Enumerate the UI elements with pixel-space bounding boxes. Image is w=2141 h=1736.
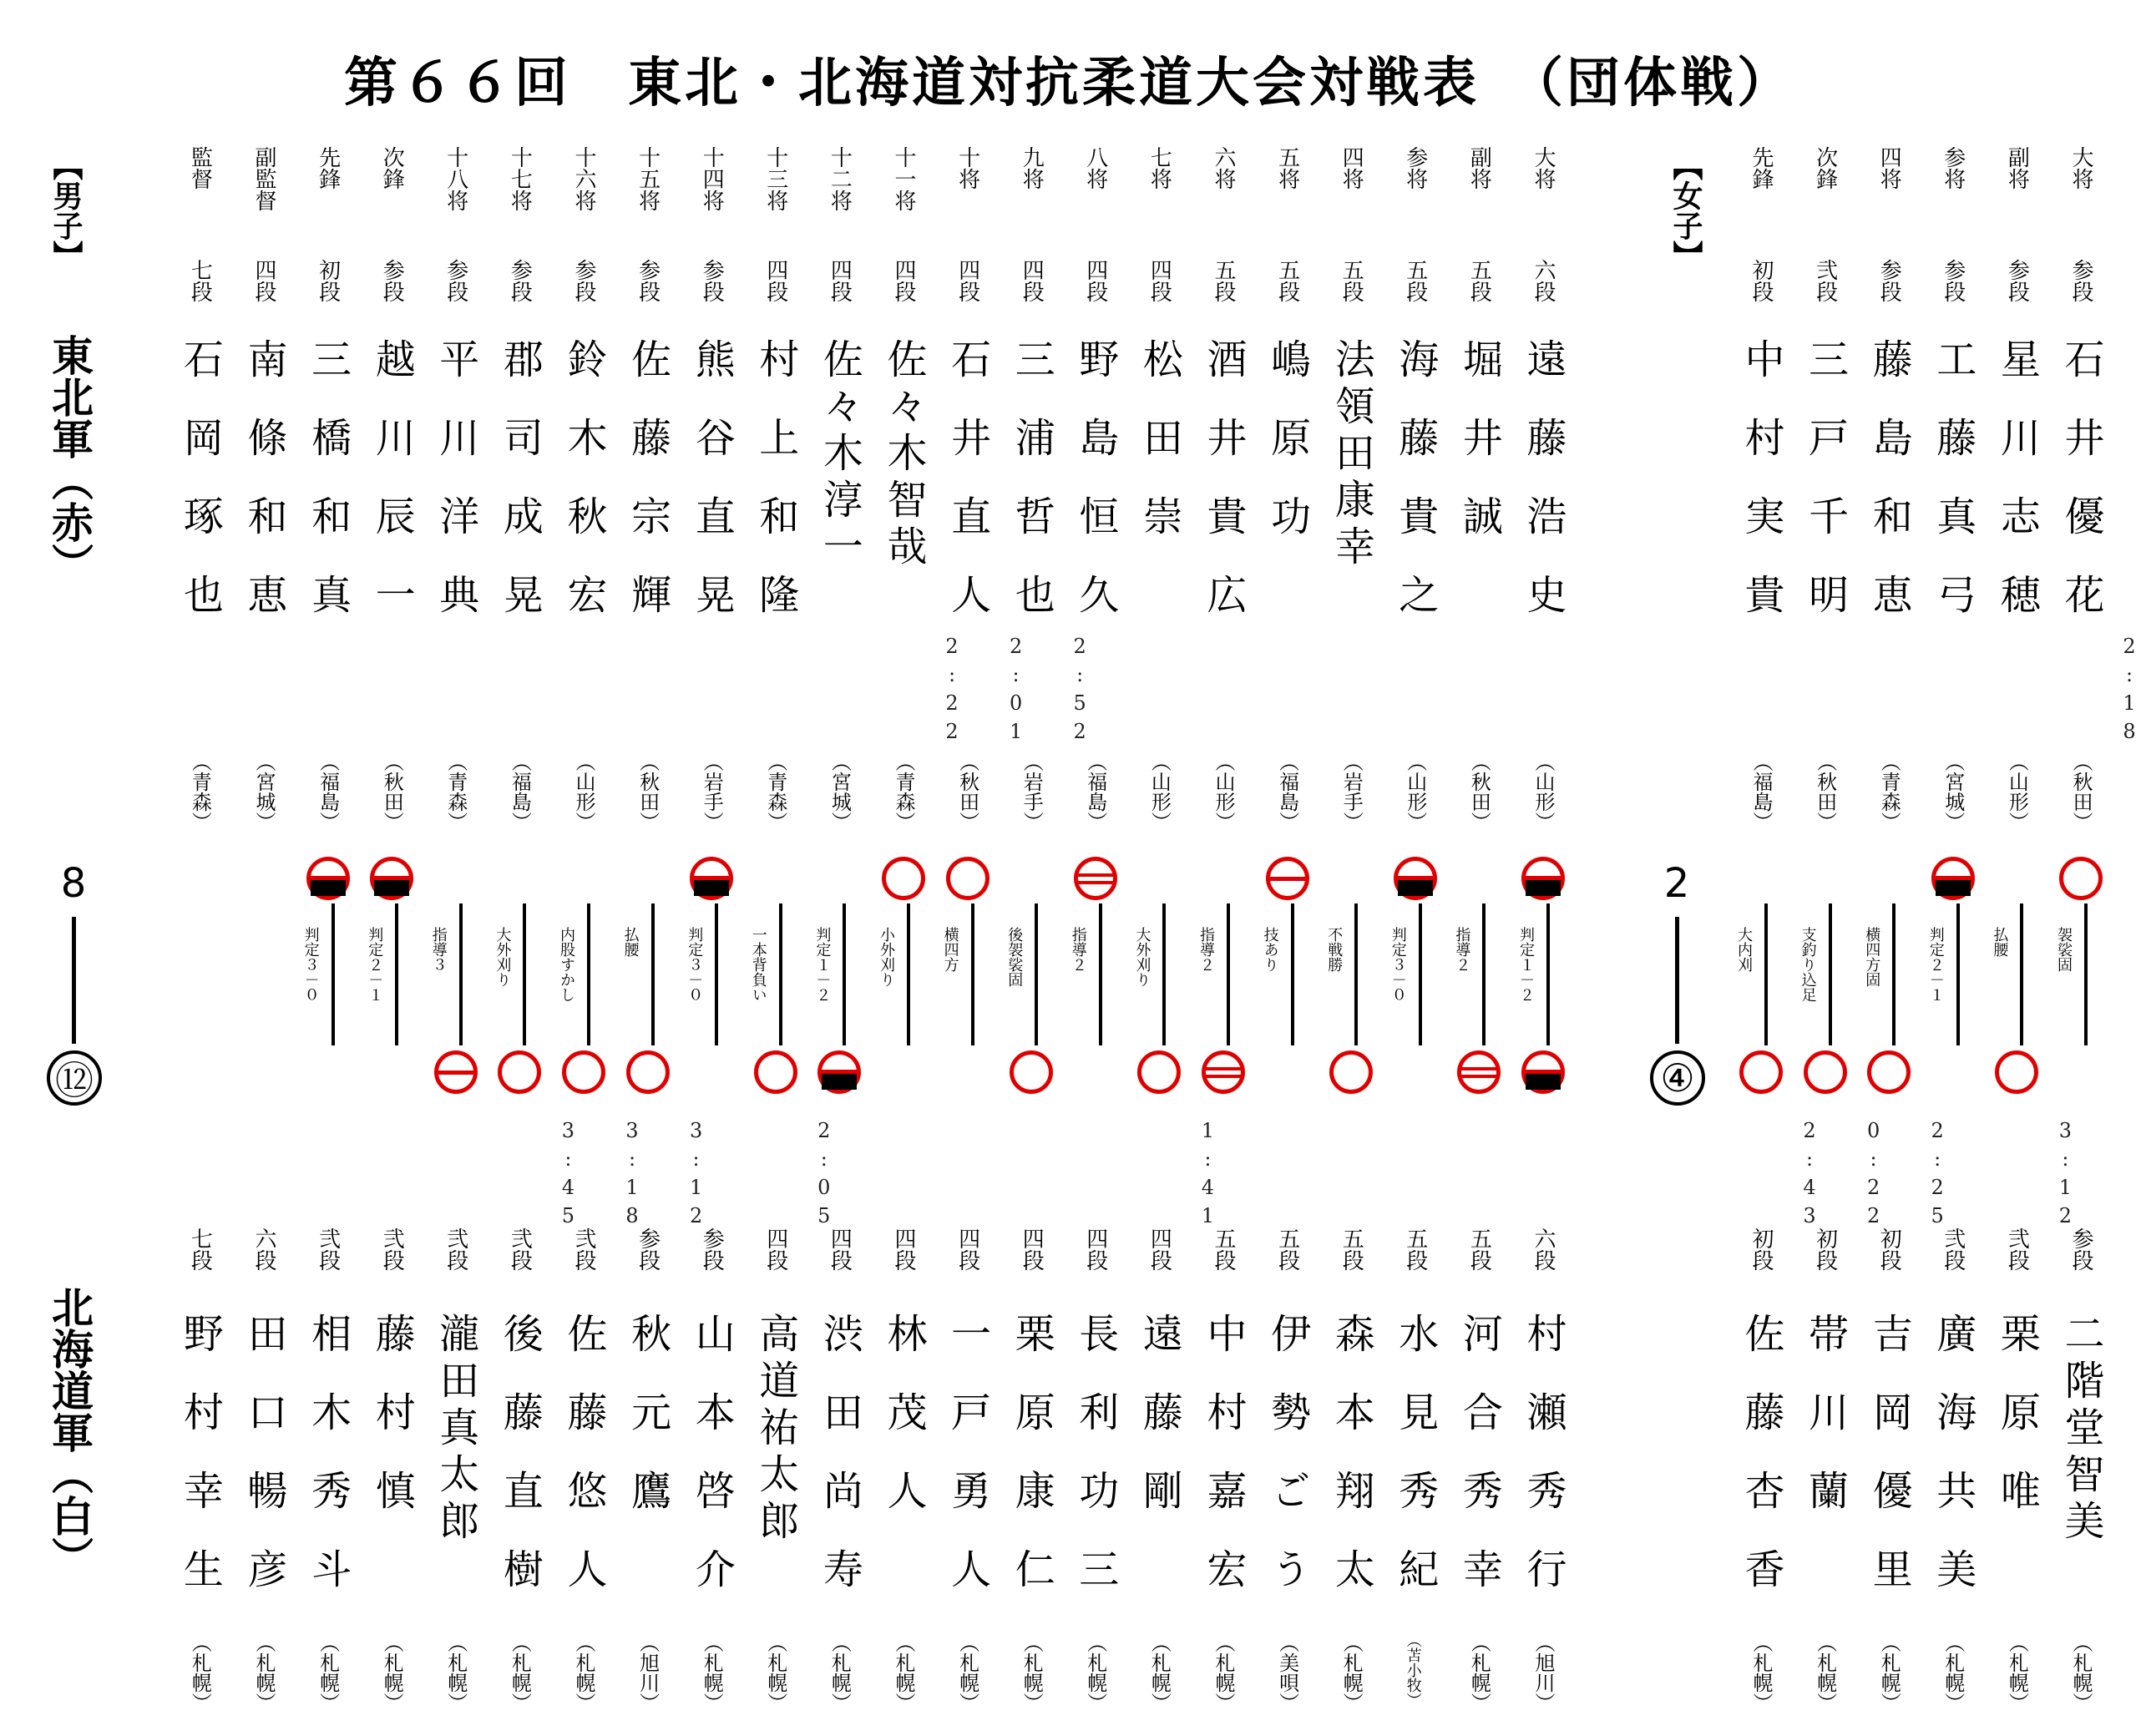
west-result-mark	[1804, 1050, 1847, 1094]
west-name: 藤村慎	[368, 1313, 416, 1548]
east-rank: 五段	[1402, 259, 1428, 302]
west-result-mark	[1010, 1050, 1053, 1094]
east-name: 平川洋典	[432, 338, 479, 652]
technique-label: 指導２	[1069, 927, 1087, 972]
position-label: 八将	[1082, 146, 1108, 190]
west-result-mark	[754, 1050, 797, 1094]
east-prefecture: （山形）	[1531, 752, 1555, 832]
position-label: 十八将	[443, 146, 468, 211]
west-result-mark	[1329, 1050, 1373, 1094]
technique-label: 大外刈り	[493, 927, 512, 987]
bout-line	[651, 903, 655, 1045]
west-rank: 弐段	[1940, 1227, 1966, 1271]
east-name: 石井直人	[944, 338, 991, 652]
technique-label: 後袈裟固	[1005, 927, 1024, 987]
men-score-west: ⑫	[47, 1050, 102, 1106]
east-name: 堀井誠	[1455, 338, 1503, 574]
east-rank: 四段	[1146, 259, 1172, 302]
west-time: 3:18	[620, 1119, 644, 1232]
west-prefecture: （旭川）	[635, 1632, 660, 1713]
west-prefecture: （札幌）	[252, 1632, 276, 1713]
east-result-mark	[1074, 857, 1117, 900]
east-result-mark	[882, 857, 925, 900]
west-name: 遠藤剛	[1136, 1313, 1183, 1548]
bout-line	[1892, 903, 1896, 1045]
east-name: 石井優花	[2057, 338, 2104, 652]
technique-label: 大外刈り	[1133, 927, 1151, 987]
east-result-mark	[1266, 857, 1309, 900]
east-name: 海藤貴之	[1391, 338, 1439, 652]
east-time: 2:18	[2118, 635, 2141, 748]
east-name: 佐々木智哉	[880, 338, 927, 572]
east-prefecture: （山形）	[1212, 752, 1235, 832]
west-prefecture: （札幌）	[1813, 1632, 1837, 1713]
east-name: 三浦哲也	[1008, 338, 1055, 652]
east-rank: 参段	[635, 259, 661, 302]
west-prefecture: （札幌）	[316, 1632, 340, 1713]
east-rank: 弐段	[1812, 259, 1838, 302]
bout-line	[843, 903, 846, 1045]
west-result-mark	[1137, 1050, 1181, 1094]
west-name: 水見秀紀	[1391, 1313, 1439, 1627]
women-score-east: 2	[1663, 860, 1690, 907]
east-prefecture: （福島）	[508, 752, 532, 832]
east-rank: 四段	[251, 259, 276, 302]
west-rank: 参段	[2068, 1227, 2093, 1271]
west-prefecture: （札幌）	[380, 1632, 404, 1713]
east-name: 法領田康幸	[1328, 338, 1375, 572]
east-name: 工藤真弓	[1929, 338, 1977, 652]
east-prefecture: （青森）	[1877, 752, 1901, 832]
east-prefecture: （秋田）	[955, 752, 979, 832]
west-name: 森本翔太	[1328, 1313, 1375, 1627]
west-time: 2:25	[1926, 1119, 1950, 1232]
bout-line	[2020, 903, 2023, 1045]
east-prefecture: （青森）	[892, 752, 915, 832]
west-name: 野村幸生	[176, 1313, 224, 1627]
west-time: 1:41	[1196, 1119, 1220, 1232]
position-label: 大将	[2068, 146, 2093, 190]
technique-label: 払腰	[1991, 927, 2009, 957]
bout-line	[1829, 903, 1832, 1045]
west-team-label: 北海道軍（白）	[45, 1286, 94, 1578]
position-label: 十三将	[762, 146, 788, 211]
east-time: 2:52	[1068, 635, 1092, 748]
east-prefecture: （秋田）	[1813, 752, 1837, 832]
west-rank: 四段	[954, 1227, 980, 1271]
bout-line	[1227, 903, 1230, 1045]
east-rank: 四段	[1019, 259, 1045, 302]
technique-label: 指導２	[1197, 927, 1215, 972]
west-name: 相木秀斗	[304, 1313, 352, 1627]
men-section-label: 【男子】	[48, 150, 83, 271]
west-name: 高道祐太郎	[752, 1313, 799, 1546]
west-prefecture: （札幌）	[828, 1632, 852, 1713]
east-prefecture: （秋田）	[635, 752, 660, 832]
position-label: 次鋒	[1812, 146, 1838, 190]
east-prefecture: （秋田）	[2069, 752, 2093, 832]
bout-line	[2084, 903, 2088, 1045]
bout-line	[1482, 903, 1486, 1045]
technique-label: 判定１－２	[813, 927, 832, 1002]
east-rank: 七段	[187, 259, 213, 302]
west-prefecture: （札幌）	[1339, 1632, 1364, 1713]
position-label: 参将	[1940, 146, 1966, 190]
bout-line	[1354, 903, 1358, 1045]
east-prefecture: （山形）	[1403, 752, 1427, 832]
position-label: 先鋒	[1749, 146, 1774, 190]
east-rank: 参段	[699, 259, 725, 302]
east-prefecture: （宮城）	[252, 752, 276, 832]
west-prefecture: （札幌）	[443, 1632, 468, 1713]
west-time: 2:05	[812, 1119, 836, 1232]
west-rank: 四段	[891, 1227, 916, 1271]
west-name: 後藤直樹	[496, 1313, 544, 1627]
west-prefecture: （札幌）	[1941, 1632, 1965, 1713]
west-result-mark	[1739, 1050, 1783, 1094]
west-name: 山本啓介	[688, 1313, 736, 1627]
technique-label: 払腰	[621, 927, 640, 957]
west-result-mark	[626, 1050, 670, 1094]
bout-line	[1099, 903, 1102, 1045]
east-rank: 四段	[1082, 259, 1108, 302]
west-rank: 参段	[699, 1227, 725, 1271]
position-label: 十四将	[699, 146, 725, 211]
west-rank: 弐段	[507, 1227, 533, 1271]
west-name: 佐藤悠人	[560, 1313, 607, 1627]
west-time: 3:45	[556, 1119, 580, 1232]
west-prefecture: （札幌）	[700, 1632, 724, 1713]
west-prefecture: （札幌）	[1877, 1632, 1901, 1713]
east-name: 三戸千明	[1801, 338, 1849, 652]
bout-line	[715, 903, 718, 1045]
east-name: 石岡琢也	[176, 338, 224, 652]
east-prefecture: （青森）	[188, 752, 212, 832]
east-rank: 参段	[571, 259, 596, 302]
west-prefecture: （札幌）	[1020, 1632, 1044, 1713]
position-label: 十将	[954, 146, 980, 190]
position-label: 副将	[2004, 146, 2030, 190]
page-title: 第６６回 東北・北海道対抗柔道大会対戦表 （団体戦）	[344, 53, 1794, 114]
west-rank: 初段	[1812, 1227, 1838, 1271]
east-rank: 参段	[1940, 259, 1966, 302]
west-rank: 四段	[1146, 1227, 1172, 1271]
bout-line	[587, 903, 590, 1045]
west-rank: 六段	[251, 1227, 276, 1271]
bout-line	[1419, 903, 1422, 1045]
east-prefecture: （山形）	[572, 752, 595, 832]
east-name: 佐々木淳一	[816, 338, 863, 572]
east-name: 藤島和恵	[1865, 338, 1913, 652]
west-prefecture: （旭川）	[1531, 1632, 1555, 1713]
west-prefecture: （札幌）	[955, 1632, 979, 1713]
women-section-label: 【女子】	[1668, 150, 1703, 271]
technique-label: 技あり	[1261, 927, 1279, 972]
bout-line	[1546, 903, 1550, 1045]
position-label: 九将	[1019, 146, 1045, 190]
bout-line	[332, 903, 335, 1045]
west-prefecture: （札幌）	[508, 1632, 532, 1713]
east-prefecture: （福島）	[1083, 752, 1107, 832]
east-name: 星川志穂	[1993, 338, 2041, 652]
east-result-mark	[1931, 857, 1975, 900]
east-result-mark	[946, 857, 990, 900]
east-name: 松田崇	[1136, 338, 1183, 574]
west-name: 吉岡優里	[1865, 1313, 1913, 1627]
east-rank: 参段	[2004, 259, 2030, 302]
position-label: 次鋒	[379, 146, 405, 190]
men-score-bar	[72, 917, 76, 1044]
east-prefecture: （宮城）	[828, 752, 852, 832]
west-time: 0:22	[1861, 1119, 1885, 1232]
west-rank: 初段	[1876, 1227, 1902, 1271]
position-label: 六将	[1211, 146, 1236, 190]
west-rank: 五段	[1274, 1227, 1300, 1271]
east-team-label: 東北軍（赤）	[45, 334, 94, 585]
east-prefecture: （秋田）	[1467, 752, 1491, 832]
west-rank: 弐段	[571, 1227, 596, 1271]
east-prefecture: （岩手）	[1339, 752, 1364, 832]
west-prefecture: （札幌）	[188, 1632, 212, 1713]
east-name: 中村実貴	[1738, 338, 1784, 652]
east-prefecture: （宮城）	[1941, 752, 1965, 832]
west-rank: 七段	[187, 1227, 213, 1271]
east-rank: 参段	[443, 259, 468, 302]
west-name: 帯川蘭	[1801, 1313, 1849, 1548]
men-score-east: 8	[60, 860, 87, 907]
bout-line	[1035, 903, 1038, 1045]
east-rank: 初段	[315, 259, 341, 302]
west-name: 村瀬秀行	[1520, 1313, 1567, 1627]
west-name: 秋元鷹	[624, 1313, 671, 1548]
technique-label: 指導３	[429, 927, 448, 972]
east-name: 越川辰一	[368, 338, 416, 652]
east-name: 野島恒久	[1071, 338, 1119, 652]
technique-label: 横四方固	[1863, 927, 1881, 987]
west-time: 2:43	[1798, 1119, 1821, 1232]
east-time: 2:01	[1004, 635, 1028, 748]
east-rank: 四段	[827, 259, 853, 302]
east-name: 遠藤浩史	[1520, 338, 1567, 652]
west-name: 田口暢彦	[240, 1313, 287, 1627]
west-rank: 弐段	[443, 1227, 468, 1271]
west-name: 渋田尚寿	[816, 1313, 863, 1627]
west-rank: 弐段	[315, 1227, 341, 1271]
west-result-mark	[817, 1050, 861, 1094]
east-name: 村上和隆	[752, 338, 799, 652]
east-prefecture: （福島）	[1275, 752, 1299, 832]
west-name: 栗原唯	[1993, 1313, 2041, 1548]
west-rank: 四段	[762, 1227, 788, 1271]
west-name: 林茂人	[880, 1313, 927, 1548]
west-result-mark	[1457, 1050, 1501, 1094]
east-rank: 参段	[507, 259, 533, 302]
bout-line	[779, 903, 782, 1045]
position-label: 五将	[1274, 146, 1300, 190]
west-result-mark	[434, 1050, 478, 1094]
east-rank: 六段	[1531, 259, 1556, 302]
technique-label: 指導２	[1453, 927, 1471, 972]
women-score-west: ④	[1650, 1050, 1705, 1106]
west-prefecture: （美唄）	[1275, 1632, 1299, 1713]
west-prefecture: （札幌）	[572, 1632, 595, 1713]
west-name: 二階堂智美	[2057, 1313, 2104, 1546]
west-rank: 初段	[1749, 1227, 1774, 1271]
bout-line	[459, 903, 463, 1045]
technique-label: 判定３－０	[301, 927, 320, 1002]
east-rank: 四段	[762, 259, 788, 302]
position-label: 副将	[1466, 146, 1492, 190]
west-name: 長利功三	[1071, 1313, 1119, 1627]
east-name: 嶋原功	[1263, 338, 1311, 574]
technique-label: 判定２－１	[1926, 927, 1945, 1002]
east-name: 郡司成晃	[496, 338, 544, 652]
technique-label: 小外刈り	[878, 927, 895, 987]
west-time: 3:12	[684, 1119, 708, 1232]
east-result-mark	[306, 857, 350, 900]
west-rank: 四段	[1019, 1227, 1045, 1271]
bout-line	[1956, 903, 1960, 1045]
west-rank: 五段	[1339, 1227, 1364, 1271]
east-rank: 四段	[954, 259, 980, 302]
east-rank: 五段	[1211, 259, 1236, 302]
west-result-mark	[562, 1050, 605, 1094]
east-rank: 五段	[1466, 259, 1492, 302]
west-rank: 弐段	[379, 1227, 405, 1271]
position-label: 十六将	[571, 146, 596, 211]
east-result-mark	[370, 857, 413, 900]
east-prefecture: （山形）	[1147, 752, 1172, 832]
west-prefecture: （札幌）	[2069, 1632, 2093, 1713]
technique-label: 判定２－１	[366, 927, 384, 1002]
west-rank: 四段	[827, 1227, 853, 1271]
east-prefecture: （青森）	[443, 752, 468, 832]
position-label: 十七将	[507, 146, 533, 211]
west-result-mark	[1867, 1050, 1911, 1094]
west-prefecture: （札幌）	[763, 1632, 787, 1713]
west-name: 中村嘉宏	[1200, 1313, 1247, 1627]
east-prefecture: （秋田）	[380, 752, 404, 832]
east-result-mark	[1521, 857, 1565, 900]
east-rank: 四段	[891, 259, 916, 302]
east-rank: 参段	[2068, 259, 2093, 302]
east-name: 酒井貴広	[1200, 338, 1247, 652]
west-name: 伊勢ごう	[1263, 1313, 1311, 1627]
east-time: 2:22	[940, 635, 964, 748]
technique-label: 不戦勝	[1325, 927, 1344, 972]
east-name: 三橋和真	[304, 338, 352, 652]
east-rank: 初段	[1749, 259, 1774, 302]
west-name: 栗原康仁	[1008, 1313, 1055, 1627]
west-result-mark	[1521, 1050, 1565, 1094]
technique-label: 大内刈	[1735, 927, 1753, 972]
west-rank: 四段	[1082, 1227, 1108, 1271]
bout-line	[1764, 903, 1768, 1045]
technique-label: 一本背負い	[749, 927, 767, 1002]
bout-line	[907, 903, 910, 1045]
bout-line	[523, 903, 526, 1045]
west-result-mark	[498, 1050, 541, 1094]
west-prefecture: （札幌）	[1212, 1632, 1235, 1713]
west-rank: 弐段	[2004, 1227, 2030, 1271]
east-result-mark	[690, 857, 733, 900]
east-name: 佐藤宗輝	[624, 338, 671, 652]
east-prefecture: （福島）	[1749, 752, 1773, 832]
position-label: 四将	[1876, 146, 1902, 190]
technique-label: 内股すかし	[558, 927, 575, 1002]
position-label: 十二将	[827, 146, 853, 211]
west-prefecture: （札幌）	[1083, 1632, 1107, 1713]
west-rank: 五段	[1402, 1227, 1428, 1271]
west-prefecture: （札幌）	[2005, 1632, 2029, 1713]
west-name: 佐藤杏香	[1738, 1313, 1784, 1627]
position-label: 副監督	[251, 146, 276, 211]
bout-line	[1162, 903, 1166, 1045]
position-label: 監督	[187, 146, 213, 190]
east-name: 熊谷直晃	[688, 338, 736, 652]
technique-label: 袈裟固	[2055, 927, 2073, 972]
east-prefecture: （岩手）	[1020, 752, 1044, 832]
west-rank: 参段	[635, 1227, 661, 1271]
east-prefecture: （山形）	[2005, 752, 2029, 832]
west-rank: 五段	[1466, 1227, 1492, 1271]
position-label: 先鋒	[315, 146, 341, 190]
west-prefecture: （札幌）	[892, 1632, 915, 1713]
position-label: 十五将	[635, 146, 661, 211]
position-label: 四将	[1339, 146, 1364, 190]
east-name: 南條和恵	[240, 338, 287, 652]
east-rank: 五段	[1339, 259, 1364, 302]
west-prefecture: （苫小牧）	[1404, 1632, 1422, 1708]
west-prefecture: （札幌）	[1749, 1632, 1773, 1713]
west-time: 3:12	[2053, 1119, 2078, 1232]
position-label: 参将	[1402, 146, 1428, 190]
bout-line	[395, 903, 398, 1045]
technique-label: 判定１－２	[1517, 927, 1535, 1002]
east-name: 鈴木秋宏	[560, 338, 607, 652]
west-prefecture: （札幌）	[1147, 1632, 1172, 1713]
east-result-mark	[1394, 857, 1437, 900]
east-prefecture: （岩手）	[700, 752, 724, 832]
west-rank: 五段	[1211, 1227, 1236, 1271]
east-rank: 参段	[1876, 259, 1902, 302]
east-result-mark	[2059, 857, 2103, 900]
bout-line	[1291, 903, 1294, 1045]
women-score-bar	[1675, 917, 1679, 1044]
position-label: 大将	[1531, 146, 1556, 190]
west-prefecture: （札幌）	[1467, 1632, 1491, 1713]
technique-label: 判定３－０	[1389, 927, 1407, 1002]
bout-line	[971, 903, 974, 1045]
technique-label: 横四方	[941, 927, 959, 972]
west-rank: 六段	[1531, 1227, 1556, 1271]
west-result-mark	[1995, 1050, 2038, 1094]
position-label: 十一将	[891, 146, 916, 211]
technique-label: 判定３－０	[686, 927, 704, 1002]
position-label: 七将	[1146, 146, 1172, 190]
east-rank: 五段	[1274, 259, 1300, 302]
west-name: 廣海共美	[1929, 1313, 1977, 1627]
east-prefecture: （青森）	[763, 752, 787, 832]
west-name: 一戸勇人	[944, 1313, 991, 1627]
east-rank: 参段	[379, 259, 405, 302]
east-prefecture: （福島）	[316, 752, 340, 832]
west-name: 瀧田真太郎	[432, 1313, 479, 1546]
west-name: 河合秀幸	[1455, 1313, 1503, 1627]
technique-label: 支釣り込足	[1799, 927, 1817, 1002]
west-result-mark	[1202, 1050, 1245, 1094]
